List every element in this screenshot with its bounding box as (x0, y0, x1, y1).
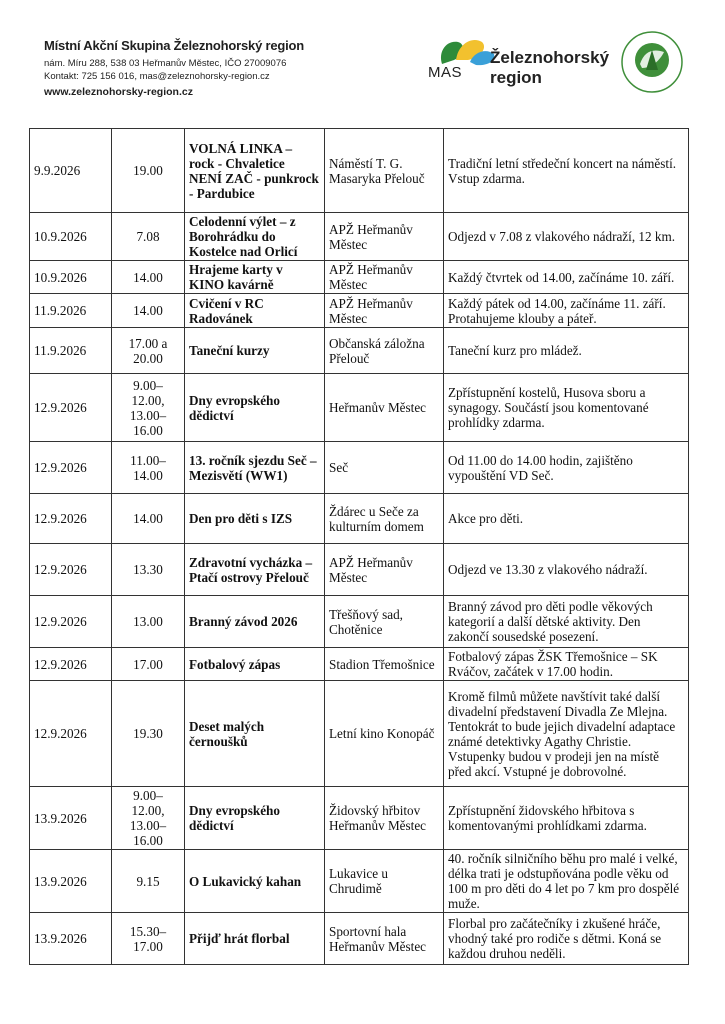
event-place: Letní kino Konopáč (325, 681, 444, 787)
event-name: Fotbalový zápas (185, 648, 325, 681)
table-row (30, 213, 689, 261)
letterhead (0, 0, 725, 120)
event-description: Taneční kurz pro mládež. (444, 328, 689, 374)
event-place: Heřmanův Městec (325, 374, 444, 442)
events-table (29, 128, 689, 965)
event-place: Stadion Třemošnice (325, 648, 444, 681)
brand-line-2: region (490, 68, 542, 87)
event-name: Branný závod 2026 (185, 596, 325, 648)
event-time: 13.00 (112, 596, 185, 648)
brand-line-1: Železnohorský (490, 48, 610, 67)
event-name: 13. ročník sjezdu Seč – Mezisvětí (WW1) (185, 442, 325, 494)
event-time: 9.00– 12.00, 13.00– 16.00 (112, 787, 185, 850)
event-name: Celodenní výlet – z Borohrádku do Kostelce nad Orlicí (185, 213, 325, 261)
event-time: 7.08 (112, 213, 185, 261)
event-place: Občanská záložna Přelouč (325, 328, 444, 374)
event-date: 12.9.2026 (30, 544, 112, 596)
event-name: Hrajeme karty v KINO kavárně (185, 261, 325, 294)
event-place: APŽ Heřmanův Městec (325, 294, 444, 328)
event-name: Zdravotní vycházka – Ptačí ostrovy Přelouč (185, 544, 325, 596)
table-row (30, 596, 689, 648)
org-address: nám. Míru 288, 538 03 Heřmanův Městec, IČO 27009076 (44, 58, 287, 69)
event-description: Zpřístupnění kostelů, Husova sboru a synagogy. Součástí jsou komentované prohlídky zdarma. (444, 374, 689, 442)
organization-info (44, 38, 304, 98)
org-contact: Kontakt: 725 156 016, mas@zeleznohorsky-region.cz (44, 71, 270, 82)
event-name: Přijď hrát florbal (185, 913, 325, 965)
event-place: Náměstí T. G. Masaryka Přelouč (325, 129, 444, 213)
event-description: Odjezd ve 13.30 z vlakového nádraží. (444, 544, 689, 596)
event-description: Branný závod pro děti podle věkových kategorií a další dětské aktivity. Den zakončí sousedské posezení. (444, 596, 689, 648)
event-name: Taneční kurzy (185, 328, 325, 374)
event-time: 13.30 (112, 544, 185, 596)
table-row (30, 648, 689, 681)
table-row (30, 787, 689, 850)
event-time: 19.00 (112, 129, 185, 213)
table-row (30, 328, 689, 374)
event-date: 11.9.2026 (30, 328, 112, 374)
event-place: Třešňový sad, Chotěnice (325, 596, 444, 648)
event-time: 9.15 (112, 850, 185, 913)
event-time: 9.00– 12.00, 13.00– 16.00 (112, 374, 185, 442)
table-row (30, 494, 689, 544)
table-row (30, 544, 689, 596)
table-row (30, 681, 689, 787)
event-name: Cvičení v RC Radovánek (185, 294, 325, 328)
event-time: 14.00 (112, 494, 185, 544)
event-description: Každý pátek od 14.00, začínáme 11. září. Protahujeme klouby a páteř. (444, 294, 689, 328)
event-time: 15.30– 17.00 (112, 913, 185, 965)
event-description: Kromě filmů můžete navštívit také další divadelní představení Divadla Ze Mlejna. Tentokrát to bude jejich divadelní adaptace známé detektivky Agathy Christie. Vstupenky budou v prodeji jen na místě před akcí. Vstupné je dobrovolné. (444, 681, 689, 787)
table-row (30, 374, 689, 442)
org-website[interactable]: www.zeleznohorsky-region.cz (44, 86, 193, 98)
event-date: 12.9.2026 (30, 681, 112, 787)
event-date: 12.9.2026 (30, 442, 112, 494)
event-date: 10.9.2026 (30, 213, 112, 261)
event-time: 11.00– 14.00 (112, 442, 185, 494)
event-time: 19.30 (112, 681, 185, 787)
event-date: 12.9.2026 (30, 596, 112, 648)
event-date: 9.9.2026 (30, 129, 112, 213)
event-description: Akce pro děti. (444, 494, 689, 544)
event-description: Florbal pro začátečníky i zkušené hráče, vhodný také pro rodiče s dětmi. Koná se každou druhou neděli. (444, 913, 689, 965)
event-description: 40. ročník silničního běhu pro malé i velké, délka trati je odstupňována podle věku od 100 m pro děti do 4 let po 7 km pro dospělé muže. (444, 850, 689, 913)
event-date: 12.9.2026 (30, 374, 112, 442)
event-date: 12.9.2026 (30, 494, 112, 544)
mas-logo (428, 34, 608, 94)
table-row (30, 129, 689, 213)
table-row (30, 850, 689, 913)
event-name: Den pro děti s IZS (185, 494, 325, 544)
event-date: 10.9.2026 (30, 261, 112, 294)
event-place: Lukavice u Chrudimě (325, 850, 444, 913)
event-name: Dny evropského dědictví (185, 374, 325, 442)
event-place: Ždárec u Seče za kulturním domem (325, 494, 444, 544)
mas-label: MAS (428, 64, 463, 81)
event-place: APŽ Heřmanův Městec (325, 213, 444, 261)
event-name: Dny evropského dědictví (185, 787, 325, 850)
seal-icon (620, 30, 684, 94)
event-place: Seč (325, 442, 444, 494)
event-description: Zpřístupnění židovského hřbitova s komentovanými prohlídkami zdarma. (444, 787, 689, 850)
event-description: Tradiční letní středeční koncert na náměstí. Vstup zdarma. (444, 129, 689, 213)
event-description: Každý čtvrtek od 14.00, začínáme 10. září. (444, 261, 689, 294)
table-row (30, 294, 689, 328)
event-date: 13.9.2026 (30, 913, 112, 965)
event-description: Od 11.00 do 14.00 hodin, zajištěno vypouštění VD Seč. (444, 442, 689, 494)
event-date: 12.9.2026 (30, 648, 112, 681)
event-place: APŽ Heřmanův Městec (325, 261, 444, 294)
org-name: Místní Akční Skupina Železnohorský region (44, 38, 305, 53)
event-date: 13.9.2026 (30, 787, 112, 850)
event-description: Fotbalový zápas ŽSK Třemošnice – SK Rváčov, začátek v 17.00 hodin. (444, 648, 689, 681)
event-date: 11.9.2026 (30, 294, 112, 328)
event-place: Sportovní hala Heřmanův Městec (325, 913, 444, 965)
event-name: Deset malých černoušků (185, 681, 325, 787)
event-date: 13.9.2026 (30, 850, 112, 913)
event-name: O Lukavický kahan (185, 850, 325, 913)
event-place: APŽ Heřmanův Městec (325, 544, 444, 596)
event-time: 17.00 a 20.00 (112, 328, 185, 374)
table-row (30, 913, 689, 965)
regional-product-seal (620, 30, 684, 94)
event-time: 14.00 (112, 294, 185, 328)
mas-logo-shapes-icon (436, 34, 498, 68)
event-description: Odjezd v 7.08 z vlakového nádraží, 12 km. (444, 213, 689, 261)
event-name: VOLNÁ LINKA – rock - Chvaletice NENÍ ZAČ - punkrock - Pardubice (185, 129, 325, 213)
table-row (30, 261, 689, 294)
event-time: 17.00 (112, 648, 185, 681)
event-place: Židovský hřbitov Heřmanův Městec (325, 787, 444, 850)
event-time: 14.00 (112, 261, 185, 294)
table-row (30, 442, 689, 494)
